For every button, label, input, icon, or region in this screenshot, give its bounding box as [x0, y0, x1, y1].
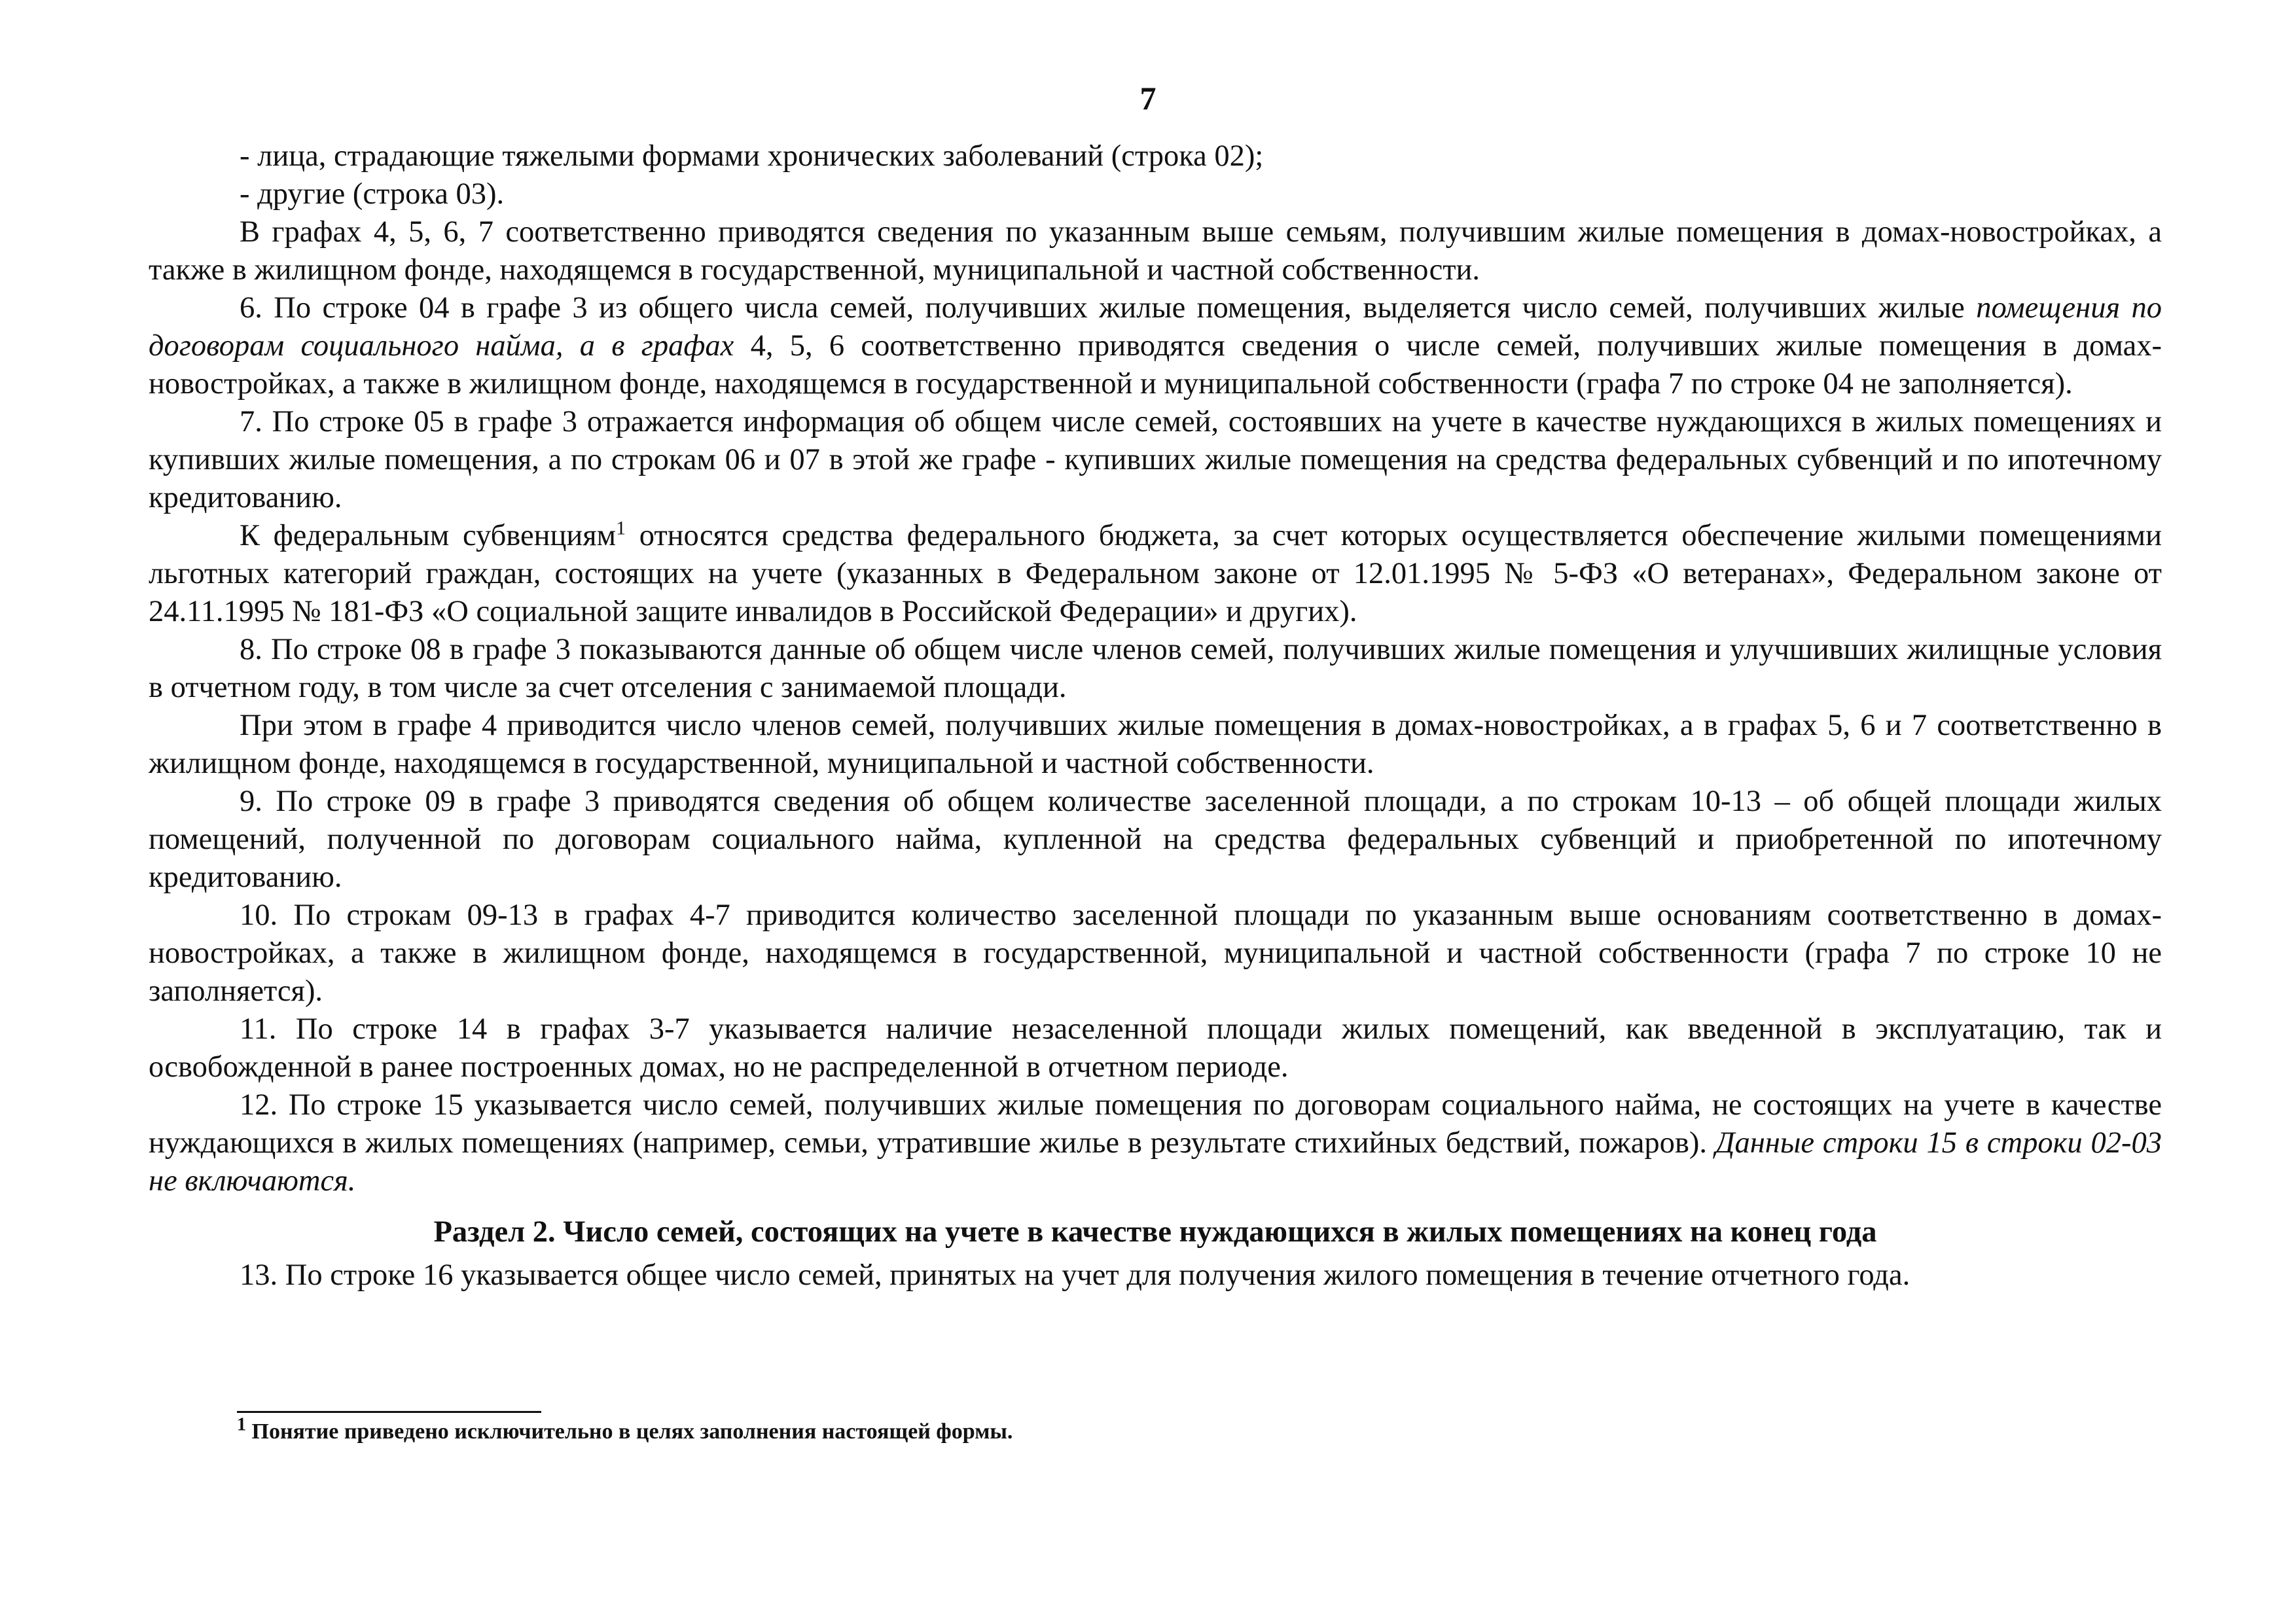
paragraph-6: [149, 289, 2162, 403]
paragraph-9: 9. По строке 09 в графе 3 приводятся сведения об общем количестве заселенной площади, а по строкам 10-13 – об общей площади жилых помещений, полученной по договорам социального найма, купленной на средства федеральных субвенций и приобретенной по ипотечному кредитованию.: [149, 785, 2162, 894]
paragraph-12-italic: Данные строки 15 в строки 02-03 не включаются.: [149, 1126, 2162, 1198]
paragraph-13: 13. По строке 16 указывается общее число семей, принятых на учет для получения жилого помещения в течение отчетного года.: [240, 1258, 1910, 1292]
paragraph-federal-subventions: [149, 517, 2162, 631]
paragraph-subventions-part-2: относятся средства федерального бюджета, за счет которых осуществляется обеспечение жилыми помещениями льготных категорий граждан, состоящих на учете (указанных в Федеральном законе от 12.01.1995 № 5-ФЗ «О ветеранах», Федеральном законе от 24.11.1995 № 181-ФЗ «О социальной защите инвалидов в Российской Федерации» и других).: [149, 519, 2162, 628]
footnote-reference: 1: [616, 517, 626, 539]
paragraph-6-part-1: 6. По строке 04 в графе 3 из общего числа семей, получивших жилые помещения, выделяется число семей, получивших жилые: [240, 291, 1977, 325]
footnote-marker: 1: [237, 1414, 246, 1435]
list-item-others: - другие (строка 03).: [240, 177, 505, 211]
footnote-text: Понятие приведено исключительно в целях заполнения настоящей формы.: [246, 1419, 1013, 1444]
page-number: 7: [1139, 80, 1157, 116]
paragraph-10: 10. По строкам 09-13 в графах 4-7 приводится количество заселенной площади по указанным выше основаниям соответственно в домах-новостройках, а также в жилищном фонде, находящемся в государственной, муниципальной и частной собственности (графа 7 по строке 10 не заполняется).: [149, 899, 2162, 1008]
paragraph-11: 11. По строке 14 в графах 3-7 указывается наличие незаселенной площади жилых помещений, как введенной в эксплуатацию, так и освобожденной в ранее построенных домах, но не распределенной в отчетном периоде.: [149, 1012, 2162, 1084]
paragraph-7: 7. По строке 05 в графе 3 отражается информация об общем числе семей, состоявших на учете в качестве нуждающихся в жилых помещениях и купивших жилые помещения, а по строкам 06 и 07 в этой же графе - купивших жилые помещения на средства федеральных субвенций и по ипотечному кредитованию.: [149, 405, 2162, 514]
footnote-divider: [237, 1411, 541, 1413]
paragraph-subventions-part-1: К федеральным субвенциям: [240, 519, 617, 552]
paragraph-columns-4-7: В графах 4, 5, 6, 7 соответственно приводятся сведения по указанным выше семьям, получившим жилые помещения в домах-новостройках, а также в жилищном фонде, находящемся в государственной, муниципальной и частной собственности.: [149, 215, 2162, 287]
paragraph-12: [149, 1086, 2162, 1200]
paragraph-12-part-1: 12. По строке 15 указывается число семей, получивших жилые помещения по договорам социального найма, не состоящих на учете в качестве нуждающихся в жилых помещениях (например, семьи, утратившие жилье в результате стихийных бедствий, пожаров).: [149, 1088, 2162, 1160]
paragraph-8-continued: При этом в графе 4 приводится число членов семей, получивших жилые помещения в домах-новостройках, а в графах 5, 6 и 7 соответственно в жилищном фонде, находящемся в государственной, муниципальной и частной собственности.: [149, 709, 2162, 780]
document-body: [149, 137, 2162, 1294]
section-2-title: Раздел 2. Число семей, состоящих на учете в качестве нуждающихся в жилых помещениях на конец года: [433, 1215, 1877, 1249]
footnote: [237, 1414, 1013, 1446]
paragraph-6-part-2: 4, 5, 6 соответственно приводятся сведения о числе семей, получивших жилые помещения в домах-новостройках, а также в жилищном фонде, находящемся в государственной и муниципальной собственности (графа 7 по строке 04 не заполняется).: [149, 329, 2162, 401]
paragraph-6-italic: помещения по договорам социального найма, а в графах: [149, 291, 2162, 363]
list-item-chronic-diseases: - лица, страдающие тяжелыми формами хронических заболеваний (строка 02);: [240, 139, 1264, 173]
paragraph-8: 8. По строке 08 в графе 3 показываются данные об общем числе членов семей, получивших жилые помещения и улучшивших жилищные условия в отчетном году, в том числе за счет отселения с занимаемой площади.: [149, 633, 2162, 704]
